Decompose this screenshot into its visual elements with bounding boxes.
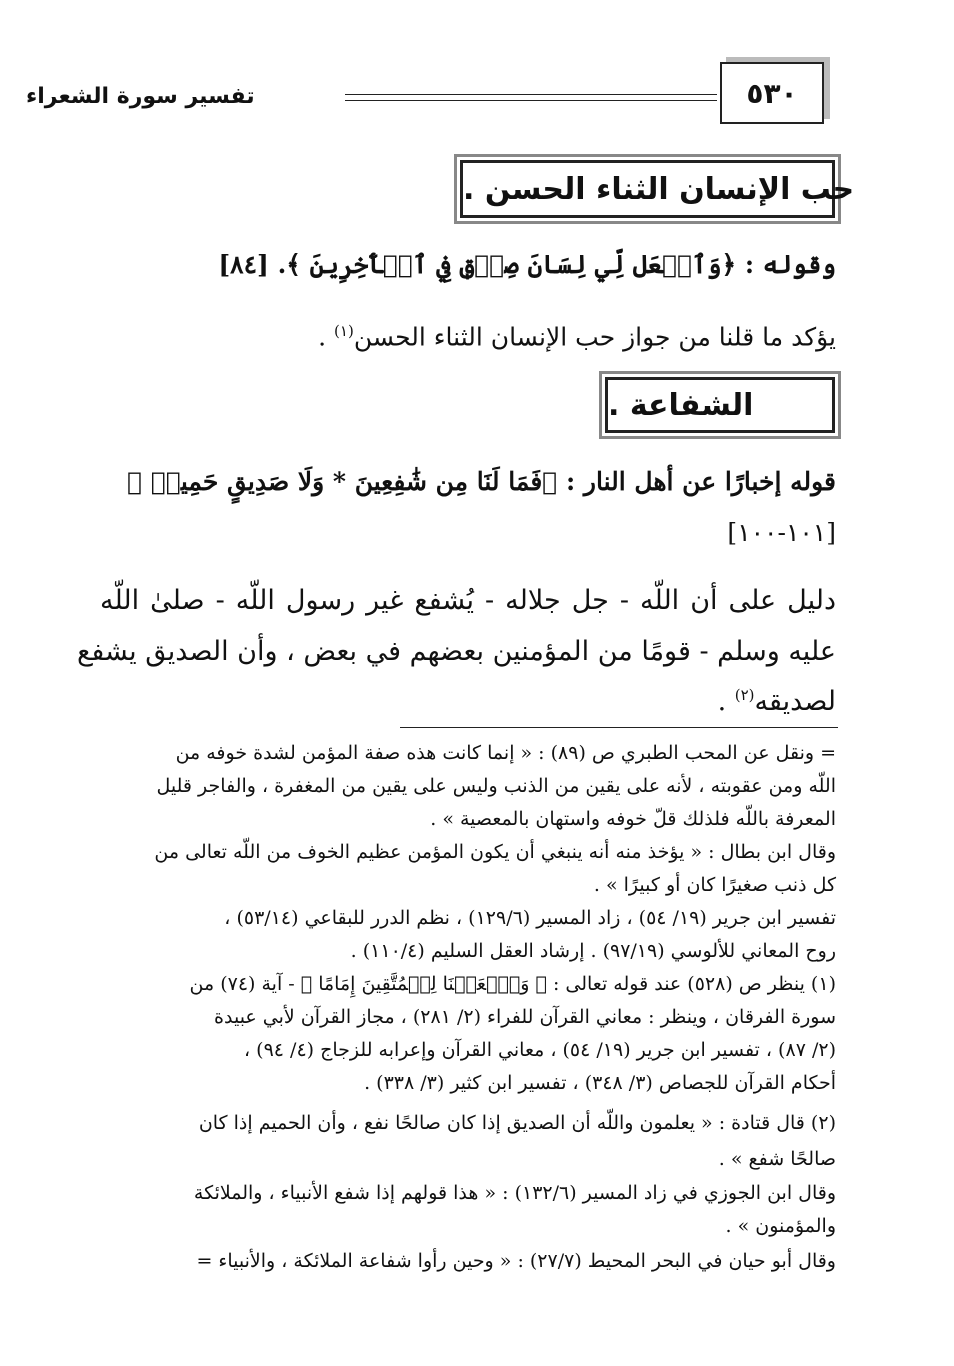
comment-text: يؤكد ما قلنا من جواز حب الإنسان الثناء الحسن xyxy=(353,322,836,352)
verse-ref-line: [١٠١-١٠٠] xyxy=(727,518,836,547)
footnote-line: أحكام القرآن للجصاص (٣/ ٣٤٨) ، تفسير ابن كثير (٣/ ٣٣٨) . xyxy=(364,1072,836,1094)
footnote-line: وقال أبو حيان في البحر المحيط (٢٧/٧) : « وحين رأوا شفاعة الملائكة ، والأنبياء = xyxy=(196,1250,836,1272)
footnote-line: اللّه ومن عقوبته ، لأنه على يقين من الذنب وليس على يقين من المغفرة ، والفاجر قليل xyxy=(156,775,836,797)
footnote-line: صالحًا شفع » . xyxy=(718,1148,836,1170)
header-rule xyxy=(345,94,717,101)
footnote-line: وقال ابن بطال : « يؤخذ منه أنه ينبغي أن يكون المؤمن عظيم الخوف من اللّه تعالى من xyxy=(154,841,836,863)
comment-end: . xyxy=(318,322,335,352)
section-heading-praise: حب الإنسان الثناء الحسن . xyxy=(460,160,835,218)
paragraph-line: دليل على أن اللّه - جل جلاله - يُشفع غير رسول اللّه - صلىٰ اللّه xyxy=(100,585,836,616)
running-title: تفسير سورة الشعراء xyxy=(26,84,255,109)
footnote-line: والمؤمنون » . xyxy=(725,1215,836,1237)
footnote-line: سورة الفرقان ، وينظر : معاني القرآن للفراء (٢/ ٢٨١) ، مجاز القرآن لأبي عبيدة xyxy=(214,1006,836,1028)
paragraph-text: لصديقه xyxy=(754,686,836,717)
verse-line-100: قوله إخبارًا عن أهل النار : ﴿فَمَا لَنَا مِن شَٰفِعِينَ * وَلَا صَدِيقٍ حَمِيمٖ ﴾ xyxy=(127,467,836,496)
footnote-line: روح المعاني للألوسي (٩٧/١٩) . إرشاد العقل السليم (١١٠/٤) . xyxy=(350,940,836,962)
footnote-line: وقال ابن الجوزي في زاد المسير (١٣٢/٦) : « هذا قولهم إذا شفع الأنبياء ، والملائكة xyxy=(193,1182,836,1204)
paragraph-line: عليه وسلم - قومًا من المؤمنين بعضهم في بعض ، وأن الصديق يشفع xyxy=(77,636,836,667)
paragraph-end: . xyxy=(717,686,735,717)
footnote-ref-2[interactable]: (٢) xyxy=(734,686,755,704)
verse-line-84: وقوله : ﴿وَٱجۡعَل لِّي لِسَانَ صِدۡقٖ فِي ٱلۡأٓخِرِينَ ﴾. [٨٤] xyxy=(218,250,836,279)
paragraph-line xyxy=(100,686,836,718)
footnote-separator xyxy=(400,727,838,728)
footnote-line: كل ذنب صغيرًا كان أو كبيرًا » . xyxy=(593,874,836,896)
footnote-line: تفسير ابن جرير (١٩/ ٥٤) ، زاد المسير (١٢٩/٦) ، نظم الدرر للبقاعي (٥٣/١٤) ، xyxy=(224,907,836,929)
footnote-line: = ونقل عن المحب الطبري ص (٨٩) : « إنما كانت هذه صفة المؤمن لشدة خوفه من xyxy=(175,742,836,764)
footnote-line: المعرفة باللّه فلذلك قلّ خوفه واستهان بالمعصية » . xyxy=(430,808,836,830)
comment-line xyxy=(100,322,836,352)
footnote-ref-1[interactable]: (١) xyxy=(334,322,354,340)
footnote-line: (١) ينظر ص (٥٢٨) عند قوله تعالى : ﴿ وَٱجۡعَلۡنَا لِلۡمُتَّقِينَ إِمَامًا ﴾ - آية (٧٤) من xyxy=(189,973,836,995)
footnote-line: (٢/ ٨٧) ، تفسير ابن جرير (١٩/ ٥٤) ، معاني القرآن وإعرابه للزجاج (٤/ ٩٤) ، xyxy=(243,1039,836,1061)
footnote-line: (٢) قال قتادة : « يعلمون واللّه أن الصديق إذا كان صالحًا نفع ، وأن الحميم إذا كان xyxy=(198,1112,836,1134)
section-heading-intercession: الشفاعة . xyxy=(605,377,835,433)
page-number: ٥٣٠ xyxy=(720,62,824,124)
